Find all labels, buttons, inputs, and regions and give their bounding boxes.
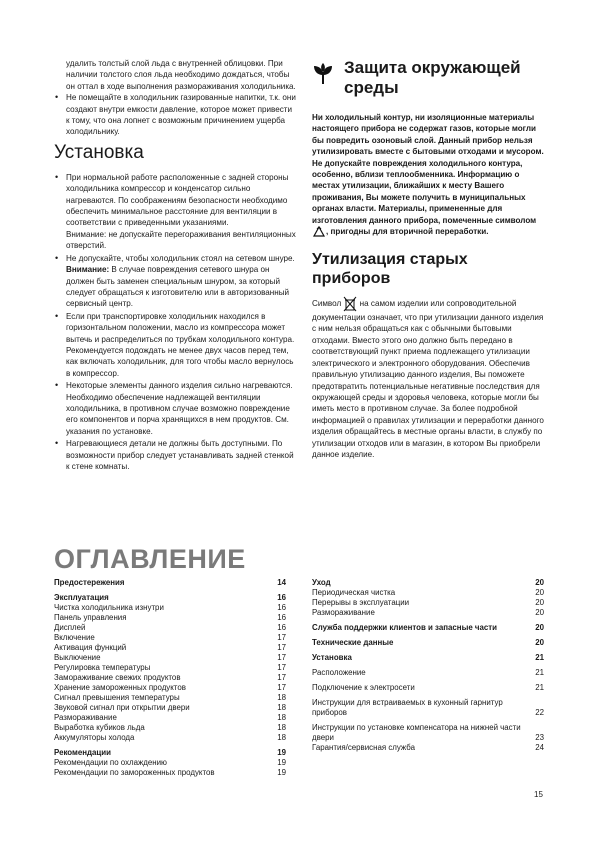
warning-text: В случае повреждения сетевого шнура он должен быть заменен специальным шнуром, за который следует обращаться к изготовителю или в авторизованный сервисный центр. (66, 265, 290, 309)
install-bullet-1: • При нормальной работе расположенные с задней стороны холодильника компрессор и конденсатор сильно нагреваются. По соображениям безопасности необходимо обеспечить минимальное расстояние для вентиляции в соответствии с приведенными указаниями. (66, 172, 289, 228)
install-bullets (54, 172, 296, 473)
toc-entry[interactable] (312, 683, 544, 693)
toc-entry-page: 20 (535, 598, 544, 607)
toc-entry[interactable] (54, 683, 286, 693)
toc-entry-title: Сигнал превышения температуры (54, 693, 180, 702)
toc-entry[interactable] (54, 693, 286, 703)
list-item: • Не помещайте в холодильник газированные напитки, т.к. они создают внутри емкости давление, которое может привести к тому, что она лопнет с возможным причинением ущерба холодильнику. (54, 92, 296, 138)
toc-entry-page: 24 (535, 743, 544, 752)
toc-entry-page: 18 (277, 723, 286, 732)
toc-entry[interactable] (54, 633, 286, 643)
toc-entry[interactable] (54, 733, 286, 743)
toc-entry-page: 20 (535, 578, 544, 587)
disposal-prefix: Символ (312, 299, 342, 309)
toc-entry[interactable] (54, 613, 286, 623)
toc-entry-title: Регулировка температуры (54, 663, 151, 672)
toc-entry-page: 19 (277, 768, 286, 777)
toc-entry-title: Хранение замороженных продуктов (54, 683, 186, 692)
toc-title: ОГЛАВЛЕНИЕ (54, 544, 246, 574)
toc-entry[interactable] (312, 743, 544, 753)
toc-entry-page: 17 (277, 643, 286, 652)
toc-entry-title: Установка (312, 653, 352, 662)
toc-entry-page: 18 (277, 713, 286, 722)
toc-entry-page: 16 (277, 593, 286, 602)
environment-text: Ни холодильный контур, ни изоляционные материалы настоящего прибора не содержат газов, которые могли бы повредить озоновый слой. Данный прибор нельзя утилизировать вместе с бытовыми отходами и мусором. Не допускайте повреждения холодильного контура, особенно, вблизи теплообменника. Информацию о местах утилизации, ближайших к месту Вашего проживания, Вы можете получить в муниципальных органах власти. Материалы, примененные для изготовления данного прибора, помеченные символом (312, 113, 544, 225)
toc-entry-title: Рекомендации (54, 748, 111, 757)
toc-entry-page: 18 (277, 733, 286, 742)
toc-entry[interactable] (312, 608, 544, 618)
toc-entry-title: Включение (54, 633, 95, 642)
toc-entry-title: Инструкции по установке компенсатора на нижней части двери (312, 723, 521, 742)
toc-entry-page: 21 (535, 668, 544, 677)
toc-entry-title: Инструкции для встраиваемых в кухонный гарнитур приборов (312, 698, 503, 717)
toc-entry-page: 18 (277, 693, 286, 702)
toc-entry-title: Звуковой сигнал при открытии двери (54, 703, 190, 712)
toc-entry-page: 20 (535, 638, 544, 647)
toc-entry-page: 20 (535, 623, 544, 632)
toc-entry-title: Выключение (54, 653, 101, 662)
right-column (312, 58, 544, 460)
toc-entry-page: 17 (277, 683, 286, 692)
toc-entry[interactable] (312, 578, 544, 588)
toc-entry[interactable] (54, 578, 286, 588)
toc-entry-title: Расположение (312, 668, 366, 677)
list-item: • Некоторые элементы данного изделия сильно нагреваются. Необходимо обеспечение надлежащей вентиляции холодильника, в противном случае возможно повреждение его компонентов и порча хранящихся в нем продуктов. См. указания по установке. (54, 380, 296, 437)
toc-entry[interactable] (54, 653, 286, 663)
list-item: • Если при транспортировке холодильник находился в горизонтальном положении, масло из компрессора может вытечь и распределиться по трубкам холодильного контура. Рекомендуется подождать не менее двух часов перед тем, как включать холодильник, для того чтобы масло вернулось в компрессор. (54, 311, 296, 379)
toc-entry-title: Технические данные (312, 638, 394, 647)
toc-left-column (54, 578, 286, 778)
toc-entry-page: 17 (277, 633, 286, 642)
toc-entry-page: 17 (277, 663, 286, 672)
toc-entry-title: Выработка кубиков льда (54, 723, 145, 732)
toc-entry-title: Рекомендации по охлаждению (54, 758, 167, 767)
install-bullet-1-note: Внимание: не допускайте перегораживания вентиляционных отверстий. (66, 229, 296, 251)
toc-entry[interactable] (54, 603, 286, 613)
toc-entry[interactable] (312, 588, 544, 598)
toc-entry-title: Размораживание (54, 713, 117, 722)
toc-entry[interactable] (312, 623, 544, 633)
toc-entry-title: Подключение к электросети (312, 683, 415, 692)
crossed-bin-icon (343, 296, 357, 312)
toc-entry-title: Дисплей (54, 623, 86, 632)
toc-entry-title: Замораживание свежих продуктов (54, 673, 181, 682)
toc-entry[interactable] (312, 638, 544, 648)
disposal-text: на самом изделии или сопроводительной документации означает, что при утилизации данного изделия с ним нельзя обращаться как с обычными бытовыми отходами. Вместо этого оно должно быть передано в соответствующий пункт приема подлежащего утилизации электрического и электронного оборудования. Обеспечив правильную утилизацию данного изделия, Вы поможете предотвратить потенциальные негативные последствия для окружающей среды и здоровья человека, которые могли бы иметь место в противном случае. За более подробной информацией о правилах утилизации и переработки данного изделия обращайтесь в местные органы власти, в службу по утилизации отходов или в магазин, в котором Вы приобрели данное изделие. (312, 299, 544, 459)
left-column (54, 58, 296, 473)
install-bullet-2: • Не допускайте, чтобы холодильник стоял на сетевом шнуре. (66, 253, 295, 263)
toc-entry-title: Рекомендации по замороженных продуктов (54, 768, 215, 777)
list-item (54, 253, 296, 310)
toc-entry-page: 23 (535, 733, 544, 742)
toc-entry-title: Активация функций (54, 643, 127, 652)
toc-entry[interactable] (312, 653, 544, 663)
toc-entry-page: 21 (535, 683, 544, 692)
recycle-icon (312, 226, 326, 238)
toc-entry-page: 19 (277, 748, 286, 757)
toc-entry-title: Предостережения (54, 578, 125, 587)
toc-entry[interactable] (54, 758, 286, 768)
toc-entry-page: 22 (535, 708, 544, 717)
disposal-heading: Утилизация старых приборов (312, 251, 468, 288)
toc-entry[interactable] (312, 598, 544, 608)
toc-entry[interactable] (54, 723, 286, 733)
toc-entry[interactable] (54, 768, 286, 778)
toc-entry[interactable] (54, 593, 286, 603)
page-number: 15 (534, 790, 543, 799)
toc-entry-title: Размораживание (312, 608, 375, 617)
environment-text-end: , пригодны для вторичной переработки. (326, 227, 489, 237)
toc-entry-page: 20 (535, 608, 544, 617)
toc-entry-page: 17 (277, 673, 286, 682)
toc-entry[interactable] (54, 623, 286, 633)
toc-entry-title: Чистка холодильника изнутри (54, 603, 164, 612)
toc-entry[interactable] (312, 668, 544, 678)
toc-entry[interactable] (54, 643, 286, 653)
install-heading: Установка (54, 141, 144, 163)
toc-entry-title: Уход (312, 578, 331, 587)
toc-entry-title: Эксплуатация (54, 593, 109, 602)
toc-entry-title: Панель управления (54, 613, 127, 622)
list-item (54, 172, 296, 252)
toc-entry[interactable] (54, 663, 286, 673)
list-item: • Нагревающиеся детали не должны быть доступными. По возможности прибор следует устанавливать задней стенкой к стене комнаты. (54, 438, 296, 472)
toc-entry-title: Аккумуляторы холода (54, 733, 135, 742)
toc-entry[interactable] (54, 703, 286, 713)
environment-paragraph (312, 112, 544, 238)
install-bullet-2-note (66, 264, 296, 310)
toc-entry-page: 16 (277, 623, 286, 632)
toc-entry-page: 16 (277, 613, 286, 622)
environment-header (312, 58, 544, 98)
disposal-paragraph (312, 296, 544, 460)
toc-entry-page: 20 (535, 588, 544, 597)
intro-continuation: удалить толстый слой льда с внутренней облицовки. При наличии толстого слоя льда необходимо дождаться, чтобы он оттал в ходе выполнения размораживания холодильника. (66, 59, 296, 91)
toc-entry-title: Служба поддержки клиентов и запасные части (312, 623, 497, 632)
toc-entry-page: 16 (277, 603, 286, 612)
toc-entry[interactable] (312, 698, 544, 718)
toc-entry[interactable] (54, 748, 286, 758)
toc-entry-page: 21 (535, 653, 544, 662)
toc-entry-page: 18 (277, 703, 286, 712)
toc-entry-title: Гарантия/сервисная служба (312, 743, 415, 752)
toc-entry[interactable] (312, 723, 544, 743)
toc-entry-title: Периодическая чистка (312, 588, 396, 597)
toc-entry-page: 14 (277, 578, 286, 587)
warning-label: Внимание: (66, 265, 110, 275)
environment-title: Защита окружающей среды (344, 58, 521, 97)
toc-entry-title: Перерывы в эксплуатации (312, 598, 410, 607)
leaf-icon (312, 63, 334, 85)
toc-entry-page: 17 (277, 653, 286, 662)
intro-bullets (54, 92, 296, 138)
toc-right-column (312, 578, 544, 753)
toc-entry-page: 19 (277, 758, 286, 767)
toc-entry[interactable] (54, 713, 286, 723)
toc-entry[interactable] (54, 673, 286, 683)
